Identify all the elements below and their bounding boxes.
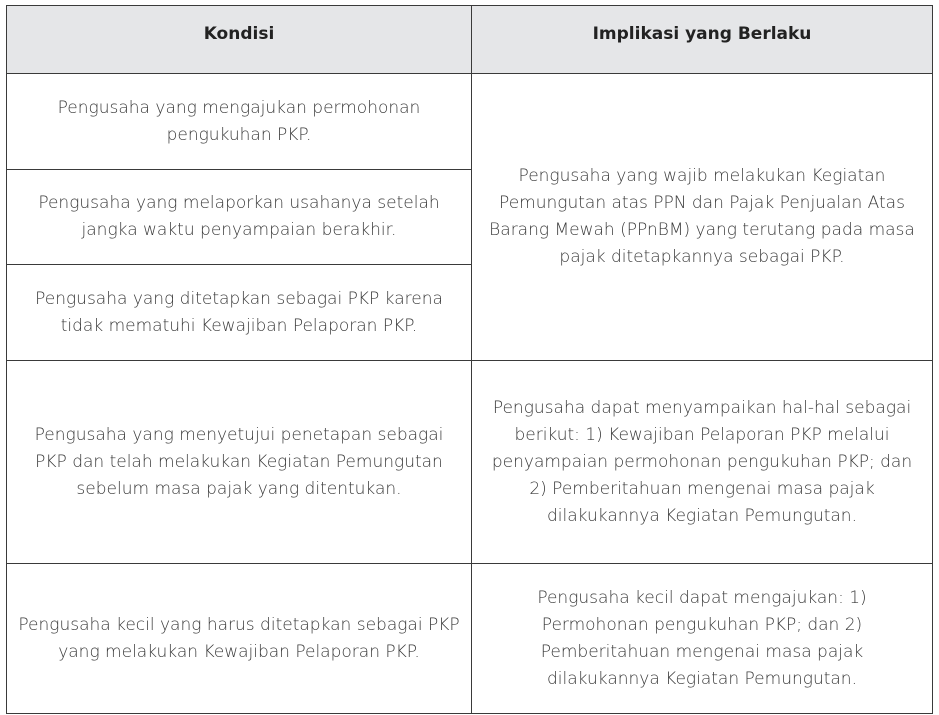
kondisi-cell: Pengusaha kecil yang harus ditetapkan sebagai PKP yang melakukan Kewajiban Pelaporan PKP. (7, 564, 472, 714)
implikasi-cell: Pengusaha kecil dapat mengajukan: 1) Permohonan pengukuhan PKP; dan 2) Pemberitahuan mengenai masa pajak dilakukannya Kegiatan Pemungutan. (472, 564, 933, 714)
table-row (7, 564, 933, 714)
conditions-implications-table (6, 5, 933, 714)
kondisi-cell: Pengusaha yang menyetujui penetapan sebagai PKP dan telah melakukan Kegiatan Pemungutan sebelum masa pajak yang ditentukan. (7, 361, 472, 564)
kondisi-cell: Pengusaha yang ditetapkan sebagai PKP karena tidak mematuhi Kewajiban Pelaporan PKP. (7, 265, 472, 361)
header-row (7, 6, 933, 74)
implikasi-cell: Pengusaha dapat menyampaikan hal-hal sebagai berikut: 1) Kewajiban Pelaporan PKP melalui penyampaian permohonan pengukuhan PKP; dan 2) Pemberitahuan mengenai masa pajak dilakukannya Kegiatan Pemungutan. (472, 361, 933, 564)
table-header (7, 6, 933, 74)
table-row (7, 74, 933, 170)
implikasi-cell-merged: Pengusaha yang wajib melakukan Kegiatan Pemungutan atas PPN dan Pajak Penjualan Atas Barang Mewah (PPnBM) yang terutang pada masa pajak ditetapkannya sebagai PKP. (472, 74, 933, 361)
kondisi-cell: Pengusaha yang mengajukan permohonan pengukuhan PKP. (7, 74, 472, 170)
table-row (7, 361, 933, 564)
kondisi-cell: Pengusaha yang melaporkan usahanya setelah jangka waktu penyampaian berakhir. (7, 170, 472, 265)
header-kondisi: Kondisi (7, 6, 472, 74)
table-body (7, 74, 933, 714)
header-implikasi: Implikasi yang Berlaku (472, 6, 933, 74)
